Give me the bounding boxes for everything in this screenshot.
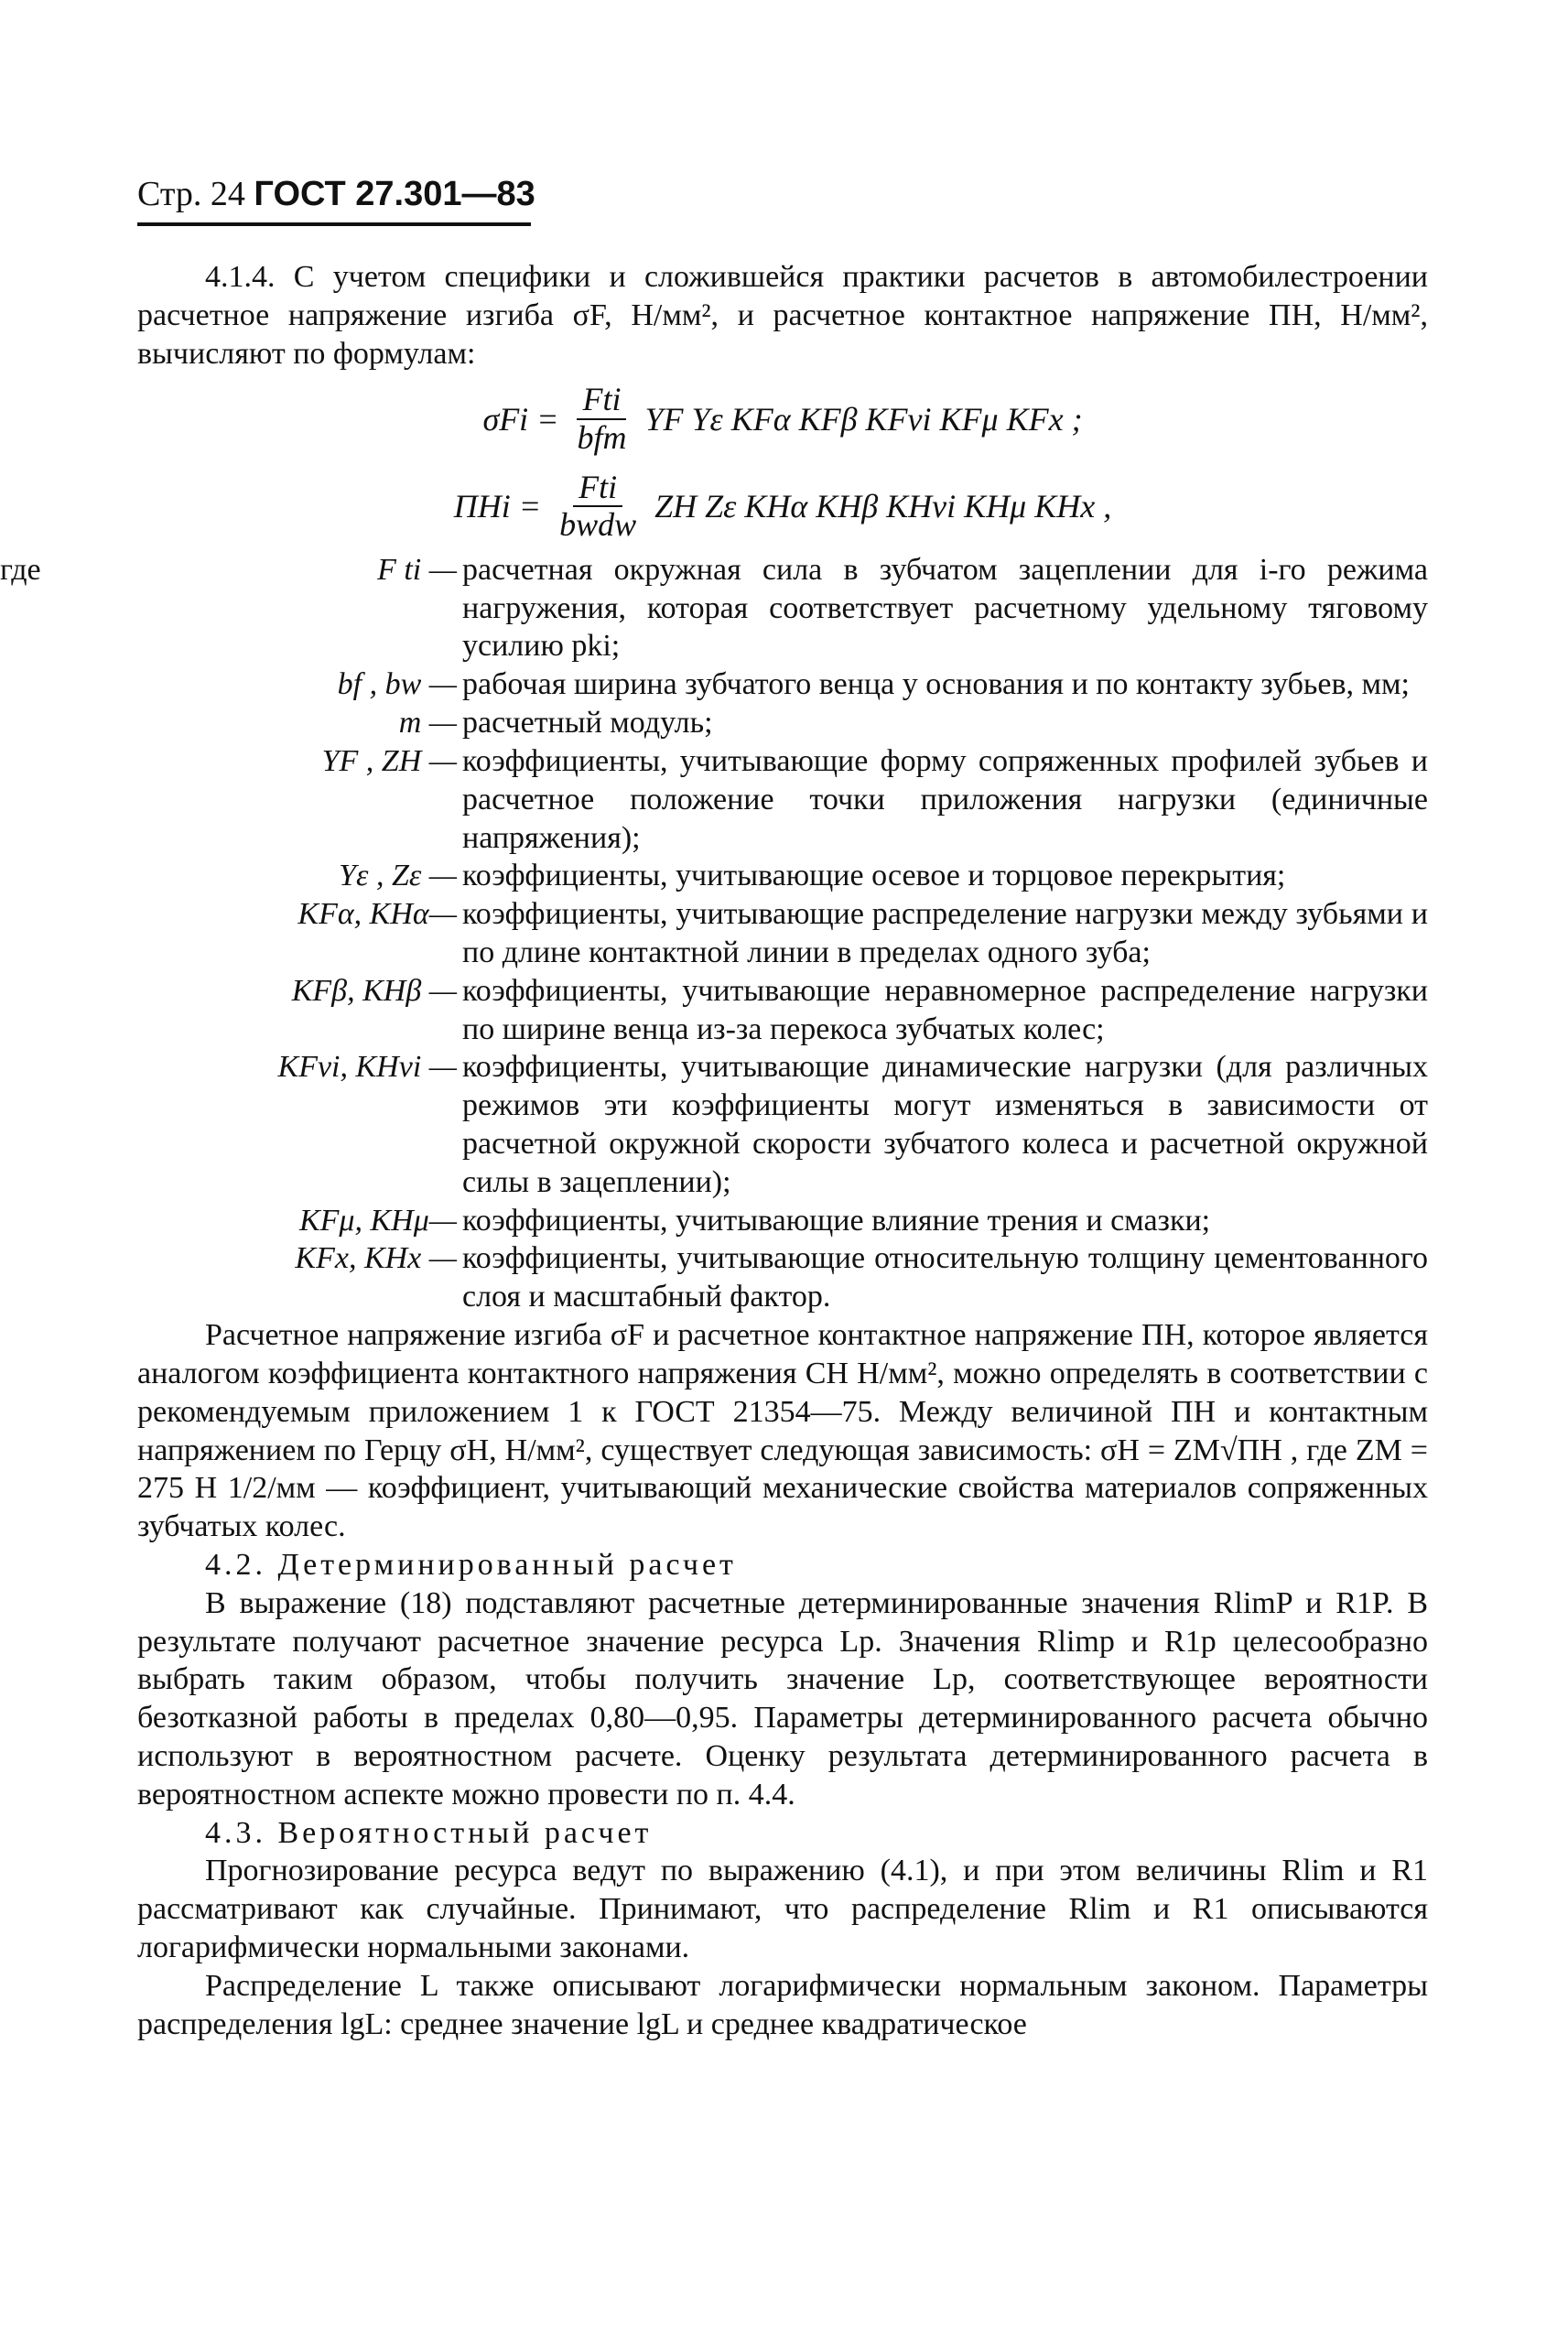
definition-item bbox=[137, 857, 1428, 895]
formula-pi-rhs: ZH Zε KHα KHβ KHvi KHμ KHx , bbox=[654, 488, 1112, 525]
definition-text: коэффициенты, учитывающие влияние трения и смазки; bbox=[462, 1203, 1211, 1238]
formula-pi-fraction bbox=[554, 470, 642, 544]
formula-sigma-fraction bbox=[571, 382, 632, 456]
definition-item bbox=[137, 665, 1428, 704]
definition-symbol: bf , bw — bbox=[337, 667, 457, 702]
section-4-3-text-2: Распределение L также описывают логарифмически нормальным законом. Параметры распределения lgL: среднее значение lgL и среднее квадратическое bbox=[137, 1968, 1428, 2041]
document-body bbox=[0, 258, 1428, 2044]
definition-item bbox=[137, 972, 1428, 1049]
formula-sigma-lhs: σFi = bbox=[482, 400, 559, 438]
definition-text: коэффициенты, учитывающие форму сопряженных профилей зубьев и расчетное положение точки приложения нагрузки (единичные напряжения); bbox=[462, 743, 1428, 855]
formula-sigma bbox=[137, 376, 1428, 460]
definition-symbol: F ti — bbox=[377, 552, 457, 587]
intro-paragraph: 4.1.4. С учетом специфики и сложившейся практики расчетов в автомобилестроении расчетное напряжение изгиба σF, Н/мм², и расчетное контактное напряжение ПH, Н/мм², вычисляют по формулам: bbox=[137, 260, 1428, 371]
definition-item bbox=[137, 1202, 1428, 1240]
formula-pi-num: Fti bbox=[573, 470, 622, 508]
definition-text: коэффициенты, учитывающие неравномерное распределение нагрузки по ширине венца из-за перекоса зубчатых колес; bbox=[462, 973, 1428, 1046]
definition-text: рабочая ширина зубчатого венца у основания и по контакту зубьев, мм; bbox=[462, 667, 1410, 702]
definition-symbol: Yε , Zε — bbox=[339, 859, 457, 893]
formula-sigma-den: bfm bbox=[577, 419, 627, 457]
formula-pi-den: bwdw bbox=[559, 506, 637, 544]
definition-symbol: m — bbox=[398, 706, 457, 741]
definition-text: коэффициенты, учитывающие распределение нагрузки между зубьями и по длине контактной линии в пределах одного зуба; bbox=[462, 897, 1428, 969]
definition-text: расчетная окружная сила в зубчатом зацеплении для i-го режима нагружения, которая соответствует расчетному удельному тяговому усилию pki; bbox=[462, 552, 1428, 664]
section-4-3-title: 4.3. Вероятностный расчет bbox=[205, 1815, 653, 1850]
definition-text: расчетный модуль; bbox=[462, 706, 713, 741]
formula-pi bbox=[137, 464, 1428, 547]
definition-item bbox=[137, 1048, 1428, 1201]
paragraph-after-definitions: Расчетное напряжение изгиба σF и расчетное контактное напряжение ПH, которое является аналогом коэффициента контактного напряжения CH Н/мм², можно определять в соответствии с рекомендуемым приложением 1 к ГОСТ 21354—75. Между величиной ПH и контактным напряжением по Герцу σH, Н/мм², существует следующая зависимость: σH = ZM√ПH , где ZM = 275 H 1/2/мм — коэффициент, учитывающий механические свойства материалов сопряженных зубчатых колес. bbox=[137, 1318, 1428, 1544]
definition-symbol: KFμ, KHμ— bbox=[298, 1203, 457, 1238]
definition-item bbox=[137, 1239, 1428, 1316]
definitions-list bbox=[0, 551, 1428, 1316]
definition-text: коэффициенты, учитывающие осевое и торцовое перекрытия; bbox=[462, 859, 1286, 893]
definition-symbol: KFvi, KHvi — bbox=[277, 1050, 457, 1085]
definition-symbol: KFx, KHx — bbox=[295, 1241, 457, 1276]
standard-id: ГОСТ 27.301—83 bbox=[254, 175, 535, 213]
formula-pi-lhs: ПHi = bbox=[453, 488, 542, 525]
header-rule bbox=[137, 222, 531, 226]
definition-symbol: KFβ, KHβ — bbox=[291, 973, 457, 1008]
formula-sigma-rhs: YF Yε KFα KFβ KFvi KFμ KFx ; bbox=[644, 400, 1083, 438]
section-4-3-text-1: Прогнозирование ресурса ведут по выражению (4.1), и при этом величины Rlim и R1 рассматривают как случайные. Принимают, что распределение Rlim и R1 описываются логарифмически нормальными законами. bbox=[137, 1854, 1428, 1965]
page-header bbox=[137, 174, 535, 214]
where-label: где bbox=[0, 552, 41, 587]
section-4-2-title: 4.2. Детерминированный расчет bbox=[205, 1547, 737, 1582]
page-label: Стр. 24 bbox=[137, 175, 245, 213]
definition-item bbox=[137, 704, 1428, 742]
definition-text: коэффициенты, учитывающие динамические нагрузки (для различных режимов эти коэффициенты могут изменяться в зависимости от расчетной окружной скорости зубчатого колеса и расчетной окружной силы в зацеплении); bbox=[462, 1050, 1428, 1199]
section-4-2-text: В выражение (18) подставляют расчетные детерминированные значения RlimP и R1P. В результате получают расчетное значение ресурса Lp. Значения Rlimp и R1p целесообразно выбрать таким образом, чтобы получить значение Lp, соответствующее вероятности безотказной работы в пределах 0,80—0,95. Параметры детерминированного расчета обычно используют в вероятностном расчете. Оценку результата детерминированного расчета в вероятностном аспекте можно провести по п. 4.4. bbox=[137, 1585, 1428, 1811]
definition-symbol: KFα, KHα— bbox=[297, 897, 457, 932]
definition-symbol: YF , ZH — bbox=[321, 743, 457, 778]
definition-item bbox=[0, 551, 1428, 665]
formula-sigma-num: Fti bbox=[577, 382, 626, 420]
definition-item bbox=[137, 742, 1428, 857]
definition-item bbox=[137, 895, 1428, 972]
definition-text: коэффициенты, учитывающие относительную толщину цементованного слоя и масштабный фактор. bbox=[462, 1241, 1428, 1314]
